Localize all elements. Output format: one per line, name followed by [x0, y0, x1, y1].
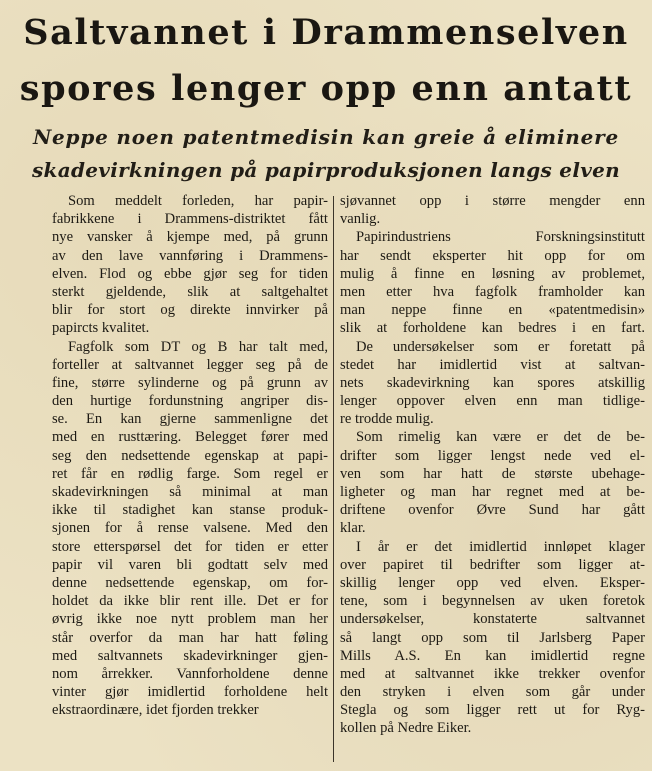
article-text-line: vanlig.	[340, 211, 381, 228]
headline-line-2: spores lenger opp enn antatt	[19, 68, 633, 109]
article-text-line: undersøkelser, konstaterte saltvannet	[340, 611, 645, 628]
article-text-line: ligheter og man har regnet med at be-	[340, 484, 645, 500]
article-text-line: med at saltvannet ikke trekker ovenfor	[340, 665, 645, 682]
article-text-line: ret får en rødlig farge. Som regel er	[52, 465, 328, 482]
article-text-line: sterkt gjeldende, slik at saltgehaltet	[52, 283, 328, 300]
article-text-line: ikke til stadighet kan stanse produk-	[52, 502, 328, 519]
article-text-line: tene, som i begynnelsen av uken foretok	[340, 593, 645, 610]
article-column-left	[52, 192, 328, 719]
article-text-line: klar.	[340, 520, 366, 537]
article-text-line: sjonen for å rense valsene. Med den	[52, 520, 328, 537]
article-text-line: store etterspørsel det for tiden er etter	[52, 538, 328, 555]
article-text-line: man neppe finne en «patentmedisin»	[340, 302, 645, 319]
article-text-line: Fagfolk som DT og B har talt med,	[68, 338, 328, 355]
subheadline-line-2: skadevirkningen på papirproduksjonen langs elven	[31, 158, 621, 182]
article-text-line: Mills A.S. En kan imidlertid regne	[340, 647, 645, 664]
article-text-line: seg den nedsettende egenskap at papi-	[52, 447, 328, 464]
article-text-line: nye vansker å kjempe med, på grunn	[52, 229, 328, 246]
subheadline-line-1: Neppe noen patentmedisin kan greie å eliminere	[32, 125, 620, 149]
article-text-line: skadevirkningen så minimal at man	[52, 484, 328, 500]
article-text-line: med saltvannets skadevirkninger gjen-	[52, 647, 328, 664]
article-text-line: skillig lenger opp ved elven. Eksper-	[340, 574, 645, 591]
article-text-line: holdet da ikke blir rent ille. Det er for	[52, 593, 328, 610]
article-text-line: lenger oppover elven enn man tidlige-	[340, 393, 645, 410]
article-text-line: vinter gjør imidlertid forholdene helt	[52, 684, 328, 701]
article-text-line: Som rimelig kan være er det de be-	[356, 429, 645, 446]
article-text-line: Papirindustriens Forskningsinstitutt	[356, 229, 645, 246]
article-text-line: elven. Flod og ebbe gjør seg for tiden	[52, 265, 328, 282]
article-text-line: fabrikkene i Drammens-distriktet fått	[52, 211, 328, 228]
article-text-line: Stegla og som ligger rett ut for Ryg-	[340, 702, 645, 719]
article-text-line: re trodde mulig.	[340, 411, 434, 428]
column-divider	[333, 196, 334, 762]
article-text-line: kollen på Nedre Eiker.	[340, 720, 472, 737]
article-text-line: sjøvannet opp i større mengder enn	[340, 193, 645, 209]
article-text-line: forteller at saltvannet legger seg på de	[52, 356, 328, 373]
article-text-line: nom årrekker. Vannforholdene denne	[52, 665, 328, 682]
article-text-line: denne nedsettende egenskap, om for-	[52, 574, 328, 591]
article-text-line: med en rusttæring. Belegget fører med	[52, 429, 328, 446]
article-text-line: øvrig ikke noe nytt problem man her	[52, 611, 328, 628]
article-text-line: mulig å finne en løsning av problemet,	[340, 265, 645, 282]
article-text-line: se. En kan gjerne sammenligne det	[52, 411, 328, 428]
article-text-line: stedet har imidlertid vist at saltvan-	[340, 356, 645, 373]
article-text-line: Som meddelt forleden, har papir-	[68, 193, 328, 209]
article-text-line: slik at forholdene kan bedres i en fart.	[340, 320, 645, 337]
article-text-line: over papiret til bedrifter som ligger at-	[340, 556, 645, 573]
article-text-line: ven som har hatt de største ubehage-	[340, 465, 645, 482]
article-text-line: nets skadevirkning kan spores atskillig	[340, 374, 645, 391]
article-text-line: så langt opp som til Jarlsberg Paper	[340, 629, 645, 646]
article-text-line: av den lave vannføring i Drammens-	[52, 247, 328, 264]
article-text-line: De undersøkelser som er foretatt på	[356, 338, 645, 355]
headline-line-1: Saltvannet i Drammenselven	[23, 12, 629, 53]
article-text-line: den hurtige fordunstning angriper dis-	[52, 393, 328, 410]
article-text-line: blir for stort og direkte innvirker på	[52, 302, 328, 319]
article-text-line: papircts kvalitet.	[52, 320, 150, 337]
article-text-line: har sendt eksperter hit opp for om	[340, 247, 645, 264]
article-text-line: driftene ovenfor Øvre Sund har gått	[340, 502, 645, 519]
article-column-right	[340, 192, 645, 738]
article-text-line: men etter hva fagfolk framholder kan	[340, 283, 645, 300]
article-text-line: den stryken i elven som går under	[340, 684, 645, 701]
article-text-line: ekstraordinære, idet fjorden trekker	[52, 702, 259, 719]
article-text-line: fine, større sylinderne og på grunn av	[52, 374, 328, 391]
article-text-line: drifter som ligger lengst nede ved el-	[340, 447, 645, 464]
article-text-line: I år er det imidlertid innløpet klager	[356, 538, 645, 555]
article-text-line: papir vil varen bli godtatt selv med	[52, 556, 328, 573]
article-text-line: står overfor da man har hatt føling	[52, 629, 328, 646]
